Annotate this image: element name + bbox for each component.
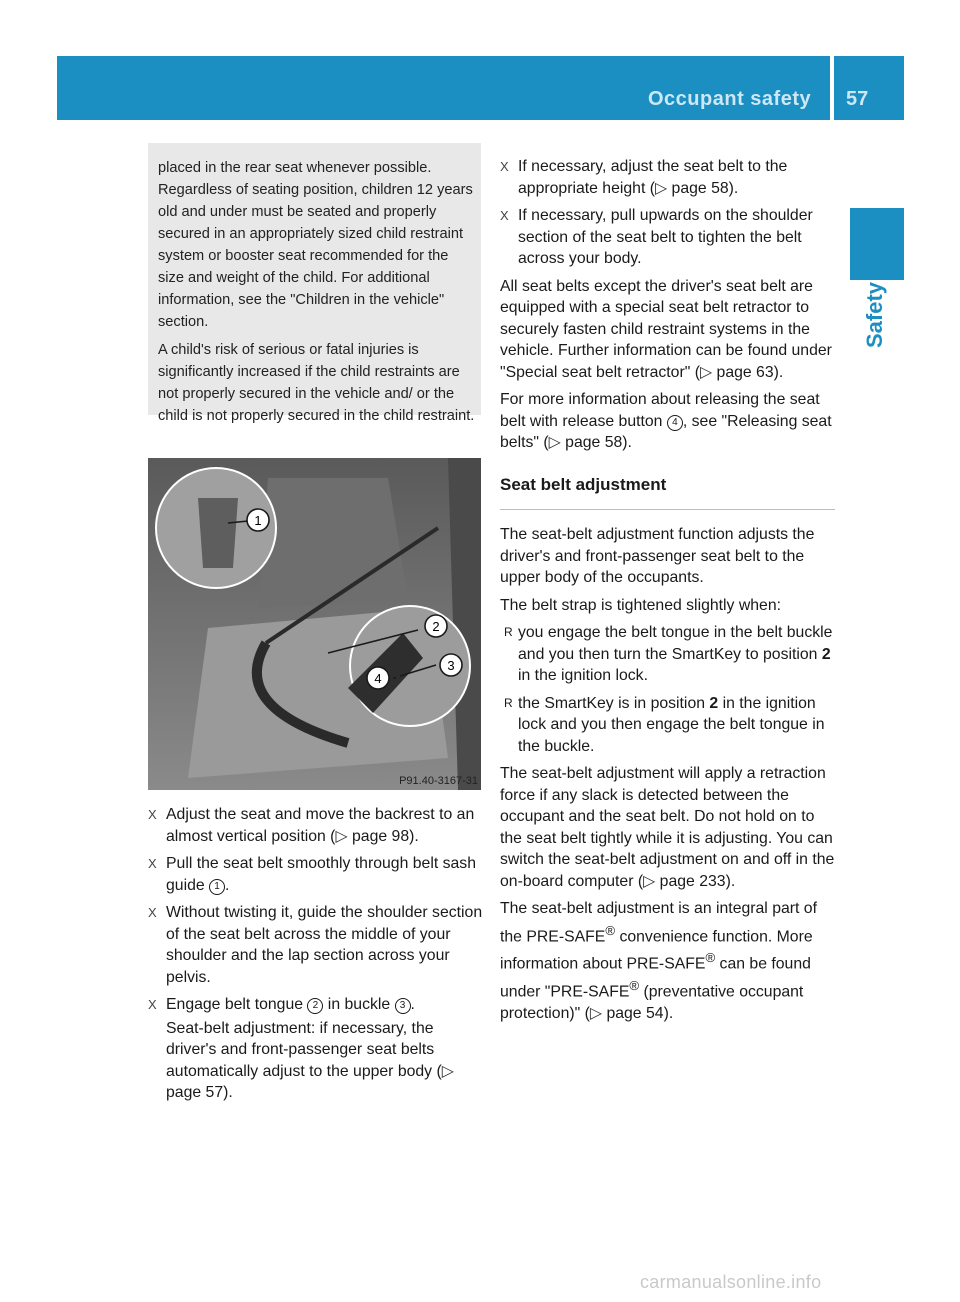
page-ref[interactable]: page 58 (565, 434, 623, 451)
paragraph: The seat-belt adjustment function adjusts the driver's and front-passenger seat belt to the upper body of the occupants. (500, 526, 815, 586)
instruction-step: X If necessary, pull upwards on the shoulder section of the seat belt to tighten the belt across your body. (500, 207, 813, 267)
seat-illustration (148, 458, 481, 790)
registered-mark: ® (629, 978, 640, 994)
warning-paragraph: A child's risk of serious or fatal injuries is significantly increased if the child restraints are not properly secured in the vehicle and/ or the child is not properly secured in the child restraint. (158, 342, 475, 424)
page-ref[interactable]: page 54 (606, 1004, 664, 1022)
page-ref[interactable]: page 63 (716, 363, 774, 381)
paragraph: All seat belts except the driver's seat belt are equipped with a special seat belt retractor to securely fasten child restraint systems in the vehicle. Further information can be found under "Special seat belt retractor" (▷ page 63). (500, 277, 832, 381)
page-ref-icon: ▷ (441, 1062, 454, 1080)
instruction-step: X Pull the seat belt smoothly through belt sash guide 1 . (148, 855, 476, 894)
page-ref[interactable]: page 98 (352, 827, 410, 845)
watermark: carmanualsonline.info (640, 1272, 822, 1292)
page-ref-icon: ▷ (335, 827, 348, 845)
chapter-title: Occupant safety (648, 88, 812, 110)
callout-ref: 4 (667, 415, 683, 431)
warning-text (158, 157, 478, 433)
seat-belt-figure (148, 458, 481, 790)
sash-guide (198, 498, 238, 568)
registered-mark: ® (705, 950, 716, 966)
instruction-step: X Engage belt tongue 2 in buckle 3 . (148, 994, 483, 1016)
callout-2 (425, 615, 447, 637)
callout-label: 4 (374, 671, 382, 686)
callout-ref: 1 (209, 879, 225, 895)
step-marker-icon: X (148, 905, 157, 920)
callout-label: 3 (447, 658, 455, 673)
right-column (500, 156, 835, 1030)
bullet-marker-icon: R (504, 625, 513, 639)
paragraph: The seat-belt adjustment is an integral part of the PRE-SAFE® convenience function. More information about PRE-SAFE® can be found under "PRE-SAFE® (preventative occupant protection)" (▷ page 54). (500, 900, 817, 1022)
list-item: R you engage the belt tongue in the belt buckle and you then turn the SmartKey to position 2 in the ignition lock. (504, 624, 833, 684)
paragraph: For more information about releasing the seat belt with release button 4 , see "Releasing seat belts" (▷ page 58). (500, 391, 832, 451)
registered-mark: ® (605, 922, 616, 938)
callout-label: 1 (254, 513, 262, 528)
figure-code: P91.40-3167-31 (399, 775, 478, 787)
page-ref[interactable]: page 233 (659, 872, 726, 890)
side-tab-label: Safety (862, 281, 887, 349)
page-ref-icon: ▷ (589, 1004, 603, 1022)
page-ref-icon: ▷ (655, 179, 668, 197)
callout-label: 2 (432, 619, 440, 634)
step-marker-icon: X (148, 807, 157, 822)
step-marker-icon: X (148, 856, 157, 871)
left-steps (148, 804, 483, 1110)
page-number: 57 (846, 88, 869, 110)
instruction-step: X If necessary, adjust the seat belt to the appropriate height (▷ page 58). (500, 158, 788, 197)
callout-ref: 3 (395, 998, 411, 1014)
step-marker-icon: X (500, 159, 509, 174)
step-marker-icon: X (148, 997, 157, 1012)
section-heading: Seat belt adjustment (500, 474, 835, 511)
callout-3 (440, 654, 462, 676)
paragraph: The seat-belt adjustment will apply a retraction force if any slack is detected between the occupant and the seat belt. Do not hold on to the seat belt tightly while it is adjusting. You can switch the seat-belt adjustment on and off in the on-board computer (▷ page 233). (500, 765, 835, 890)
callout-4 (367, 667, 389, 689)
bullet-marker-icon: R (504, 695, 513, 710)
header-divider (830, 56, 834, 120)
list-item: R the SmartKey is in position 2 in the ignition lock and you then engage the belt tongue in the buckle. (504, 694, 825, 755)
warning-paragraph: placed in the rear seat whenever possible. Regardless of seating position, children 12 years old and under must be seated and properly secured in an appropriately sized child restraint system or booster seat recommended for the size and weight of the child. For additional information, see the "Children in the vehicle" section. (158, 160, 473, 330)
step-marker-icon: X (500, 208, 509, 223)
callout-1 (247, 509, 269, 531)
page-ref-icon: ▷ (643, 872, 656, 890)
instruction-step: X Without twisting it, guide the shoulder section of the seat belt across the middle of your shoulder and the lap section across your pelvis. (148, 904, 483, 986)
page-ref[interactable]: page 57 (166, 1084, 224, 1101)
instruction-step: X Adjust the seat and move the backrest to an almost vertical position (▷ page 98). (148, 806, 475, 845)
paragraph: The belt strap is tightened slightly when: (500, 596, 781, 614)
page-ref-icon: ▷ (548, 434, 561, 451)
backrest (258, 478, 408, 608)
step-result: Seat-belt adjustment: if necessary, the driver's and front-passenger seat belts automatically adjust to the upper body (▷ page 57). (166, 1019, 454, 1101)
callout-ref: 2 (307, 998, 323, 1014)
page-ref-icon: ▷ (699, 363, 713, 381)
page-ref[interactable]: page 58 (671, 179, 729, 197)
